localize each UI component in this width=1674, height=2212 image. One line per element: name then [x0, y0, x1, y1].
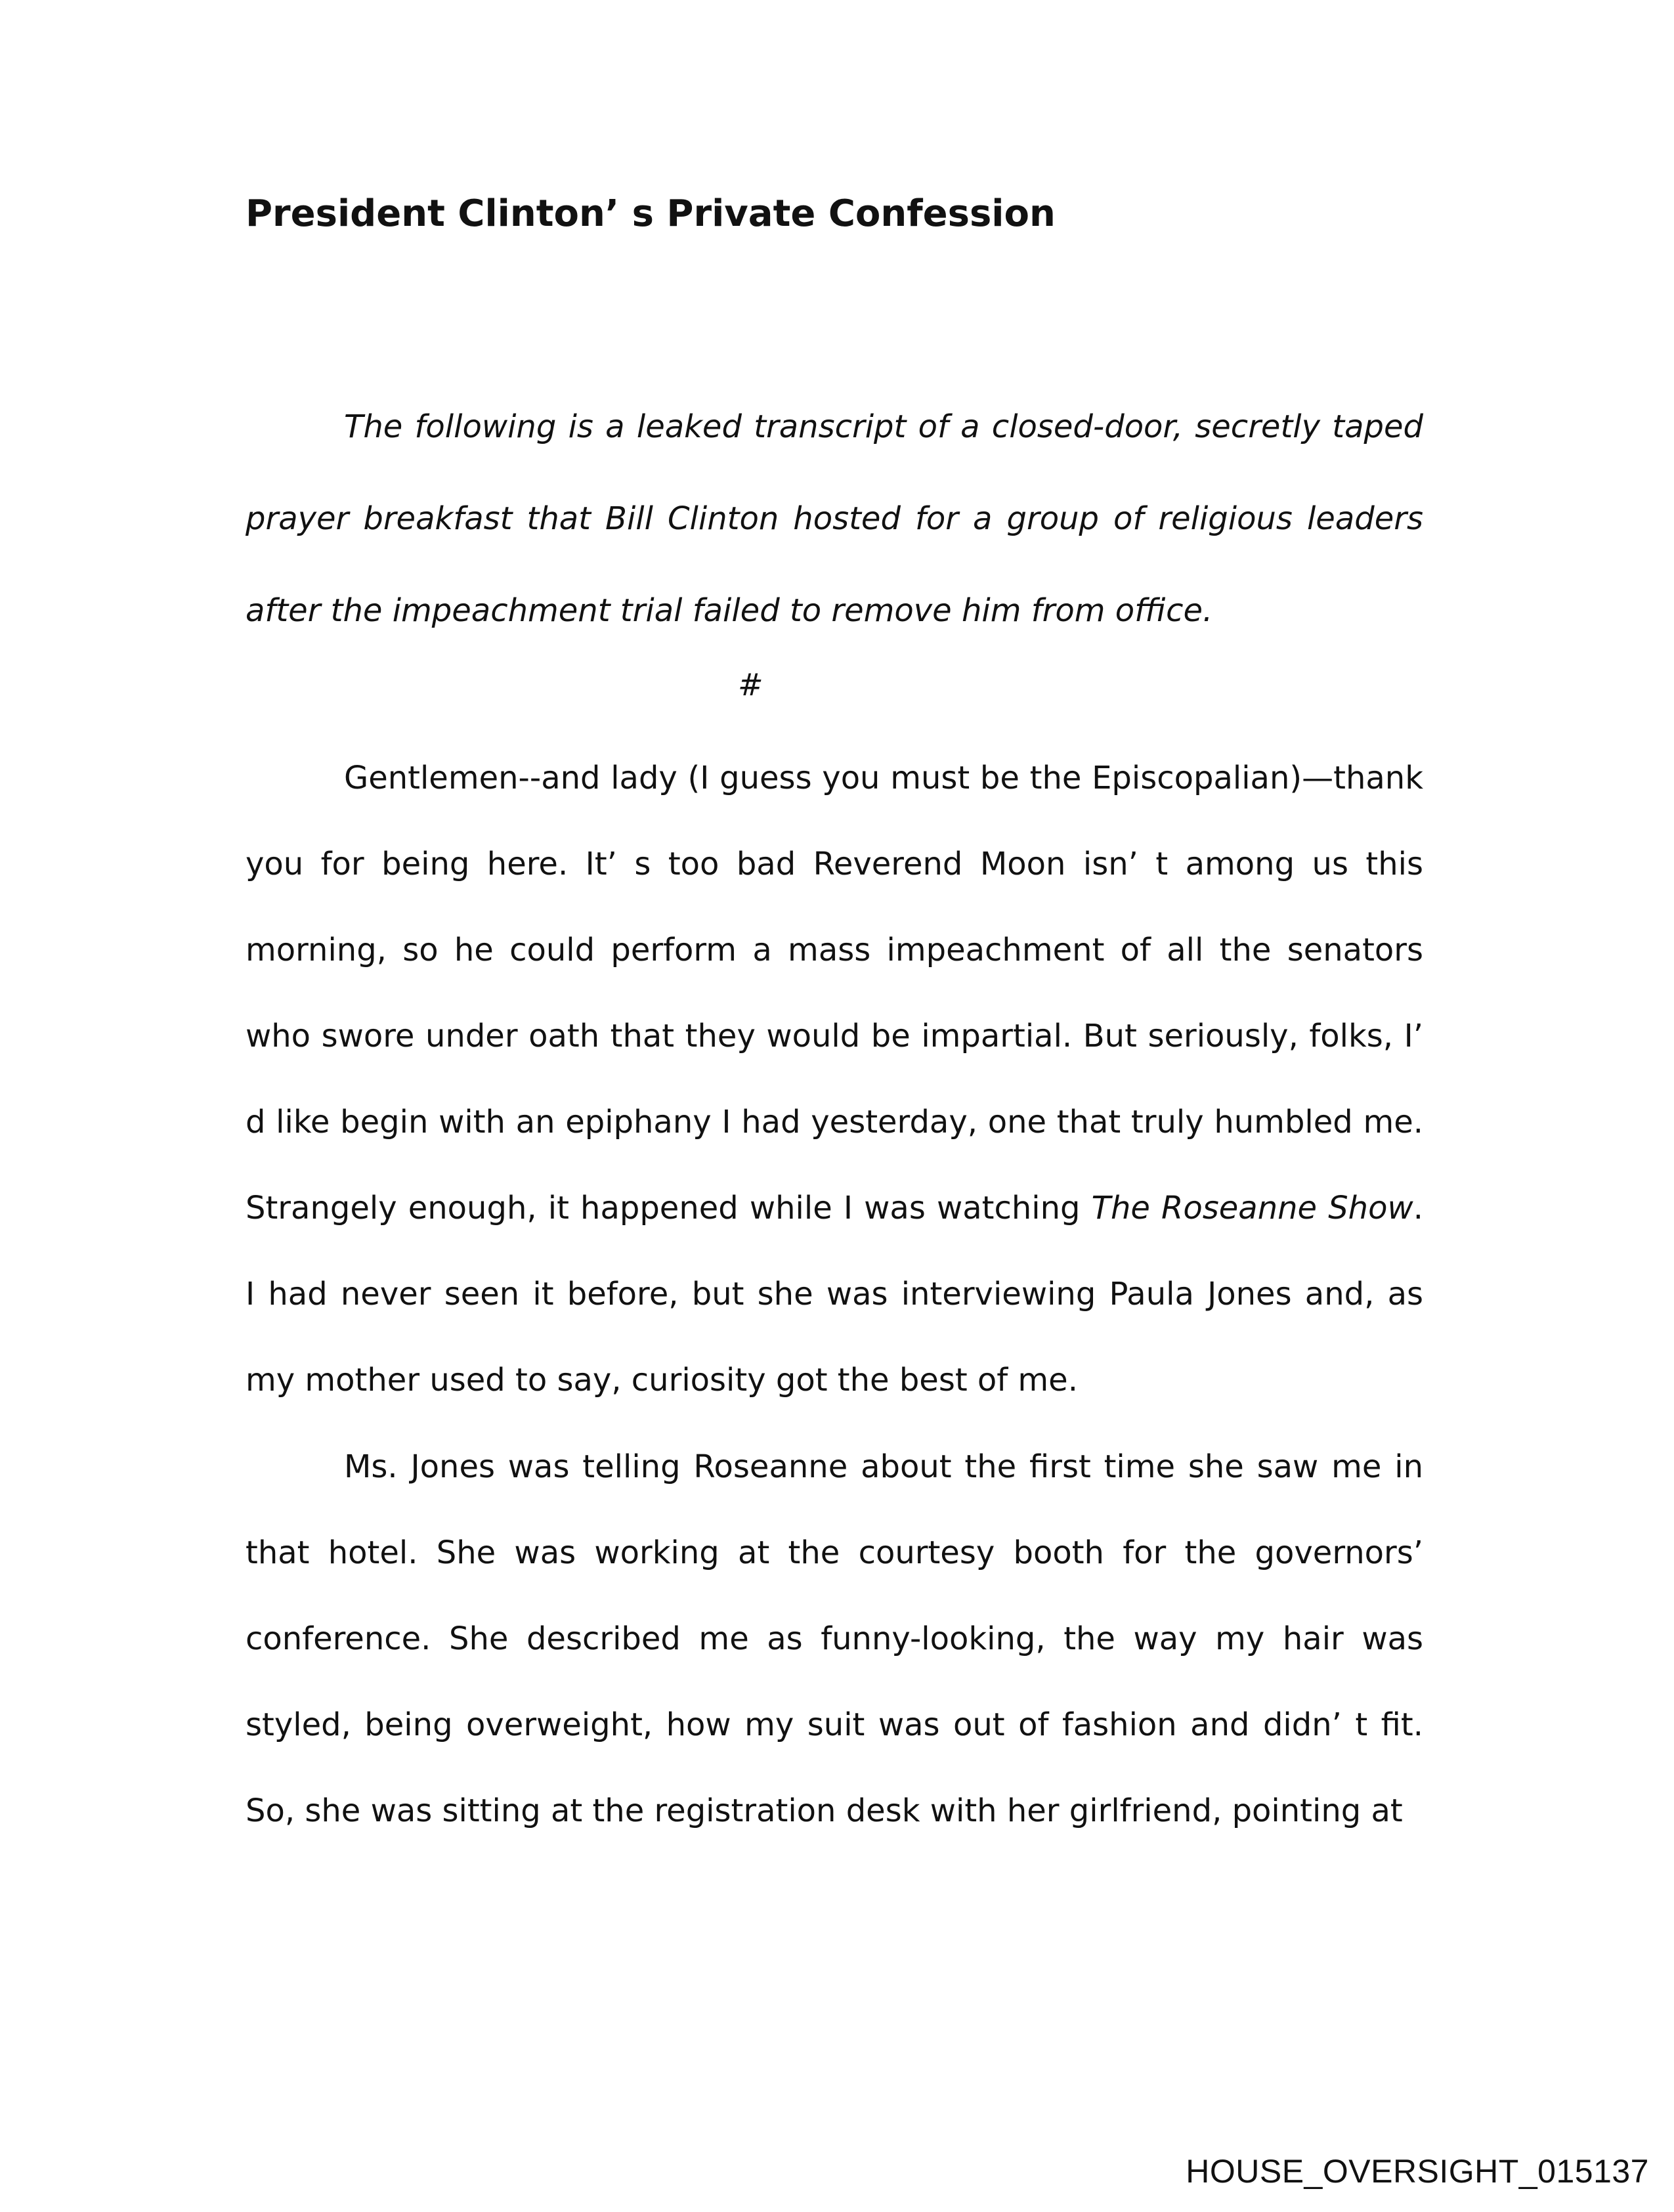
body-paragraph-1 — [246, 735, 1423, 1423]
document-id-stamp: HOUSE_OVERSIGHT_015137 — [1186, 2153, 1649, 2190]
intro-text: The following is a leaked transcript of a closed-door, secretly taped prayer breakfast that Bill Clinton hosted for a group of religious leaders after the impeachment trial failed to remove him from office. — [246, 408, 1423, 629]
show-title: The Roseanne Show — [1091, 1190, 1413, 1226]
paragraph-2-text: Ms. Jones was telling Roseanne about the first time she saw me in that hotel. She was working at the courtesy booth for the governors’ conference. She described me as funny-looking, the way my hair was styled, being overweight, how my suit was out of fashion and didn’ t fit. So, she was sitting at the registration desk with her girlfriend, pointing at — [246, 1448, 1423, 1829]
paragraph-1-text-end: . I had never seen it before, but she was interviewing Paula Jones and, as my mother used to say, curiosity got the best of me. — [246, 1190, 1423, 1399]
page-title: President Clinton’ s Private Confession — [246, 192, 1056, 235]
body-paragraph-2 — [246, 1424, 1423, 1854]
paragraph-1-text-start: Gentlemen--and lady (I guess you must be the Episcopalian)—thank you for being here. It’ s too bad Reverend Moon isn’ t among us this morning, so he could perform a mass impeachment of all the senators who swore under oath that they would be impartial. But seriously, folks, I’ d like begin with an epiphany I had yesterday, one that truly humbled me. Strangely enough, it happened while I was watching — [246, 760, 1423, 1226]
intro-paragraph — [246, 381, 1423, 657]
section-separator: # — [738, 667, 763, 703]
